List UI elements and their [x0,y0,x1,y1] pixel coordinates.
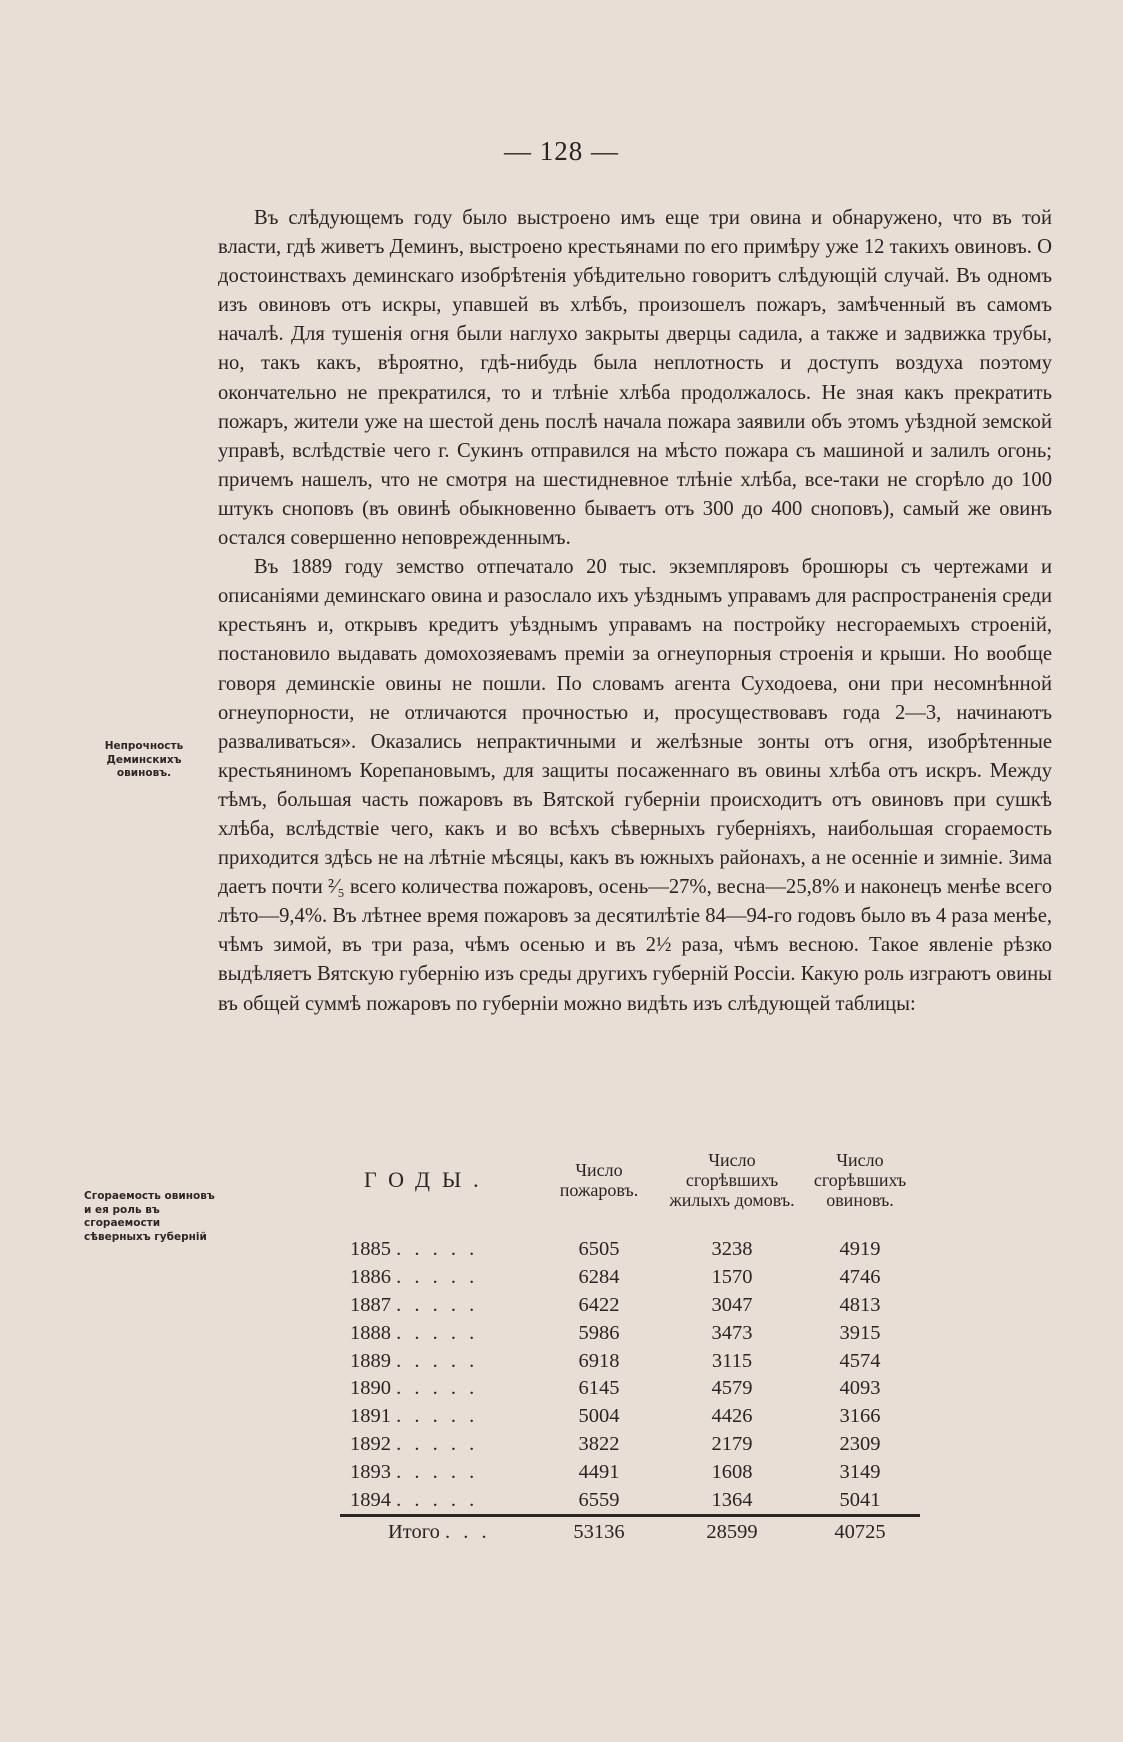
fires-cell: 6284 [578,1266,620,1289]
year-value: 1886 [350,1266,391,1289]
total-barns: 40725 [800,1515,920,1546]
table-row [340,1431,920,1459]
barns-cell: 3166 [839,1405,881,1428]
year-value: 1894 [350,1488,391,1511]
year-cell [340,1347,534,1375]
year-cell [340,1292,534,1320]
fires-cell: 3822 [578,1432,620,1455]
houses-cell: 3047 [711,1293,753,1316]
table-row [340,1458,920,1486]
header-houses: Число сгорѣвшихъ жилыхъ домовъ. [669,1150,795,1210]
leader-dots: . . . . . [396,1321,479,1344]
fires-cell: 5004 [578,1405,620,1428]
leader-dots: . . . [445,1521,491,1544]
houses-cell: 3473 [711,1321,753,1344]
header-fires: Число пожаровъ. [559,1160,639,1200]
barns-cell: 5041 [839,1488,881,1511]
year-cell [340,1403,534,1431]
fires-cell: 6422 [578,1293,620,1316]
header-years: ГОДЫ. [364,1167,491,1192]
year-cell [340,1431,534,1459]
year-value: 1885 [350,1238,391,1261]
paragraph-1: Въ слѣдующемъ году было выстроено имъ еще три овина и обнаружено, что въ той власти, гдѣ живетъ Деминъ, выстроено крестьянами по его примѣру уже 12 такихъ овиновъ. О достоинствахъ деминскаго изобрѣтенія убѣдительно говоритъ слѣдующій случай. Въ одномъ изъ овиновъ отъ искры, упавшей въ хлѣбъ, произошелъ пожаръ, замѣченный въ самомъ началѣ. Для тушенія огня были наглухо закрыты дверцы садила, а также и задвижка трубы, но, такъ какъ, вѣроятно, гдѣ-нибудь была неплотность и доступъ воздуха поэтому окончательно не прекратился, то и тлѣніе хлѣба продолжалось. Не зная какъ прекратить пожаръ, жители уже на шестой день послѣ начала пожара заявили объ этомъ уѣздной земской управѣ, вслѣдствіе чего г. Сукинъ отправился на мѣсто пожара съ машиной и залилъ огонь; причемъ нашелъ, что не смотря на шестидневное тлѣніе хлѣба, все-таки не сгорѣло до 100 штукъ сноповъ (въ овинѣ обыкновенно бываетъ отъ 300 до 400 сноповъ), самый же овинъ остался совершенно неповрежденнымъ. [218,207,1052,550]
table-row [340,1264,920,1292]
leader-dots: . . . . . [396,1460,479,1483]
leader-dots: . . . . . [396,1432,479,1455]
barns-cell: 4919 [839,1238,881,1261]
year-value: 1891 [350,1405,391,1428]
barns-cell: 3915 [839,1321,881,1344]
header-barns: Число сгорѣвшихъ овиновъ. [813,1150,907,1210]
barns-cell: 2309 [839,1432,881,1455]
year-cell [340,1486,534,1515]
year-value: 1888 [350,1321,391,1344]
year-value: 1890 [350,1377,391,1400]
table-row [340,1292,920,1320]
year-cell [340,1458,534,1486]
table-row [340,1486,920,1515]
houses-cell: 1608 [711,1460,753,1483]
total-row [340,1515,920,1546]
table-row [340,1375,920,1403]
main-text [218,204,1052,1019]
margin-note-1: Непрочность Деминскихъ овиновъ. [104,740,184,779]
total-label: Итого [388,1521,440,1544]
fires-cell: 6918 [578,1349,620,1372]
houses-cell: 1364 [711,1488,753,1511]
total-houses: 28599 [664,1515,800,1546]
fires-cell: 5986 [578,1321,620,1344]
year-value: 1889 [350,1349,391,1372]
leader-dots: . . . . . [396,1293,479,1316]
barns-cell: 4574 [839,1349,881,1372]
leader-dots: . . . . . [396,1349,479,1372]
houses-cell: 2179 [711,1432,753,1455]
leader-dots: . . . . . [396,1266,479,1289]
total-label-cell [340,1515,534,1546]
table-header-row [340,1150,920,1236]
fires-cell: 6145 [578,1377,620,1400]
year-cell [340,1264,534,1292]
year-value: 1893 [350,1460,391,1483]
total-fires: 53136 [534,1515,664,1546]
leader-dots: . . . . . [396,1377,479,1400]
fires-table [340,1150,920,1547]
fires-cell: 6559 [578,1488,620,1511]
barns-cell: 3149 [839,1460,881,1483]
year-value: 1892 [350,1432,391,1455]
fires-cell: 4491 [578,1460,620,1483]
table-row [340,1319,920,1347]
houses-cell: 1570 [711,1266,753,1289]
fires-cell: 6505 [578,1238,620,1261]
table-row [340,1403,920,1431]
year-value: 1887 [350,1293,391,1316]
leader-dots: . . . . . [396,1488,479,1511]
year-cell [340,1236,534,1264]
year-cell [340,1375,534,1403]
leader-dots: . . . . . [396,1238,479,1261]
paragraph-2: Въ 1889 году земство отпечатало 20 тыс. экземпляровъ брошюры съ чертежами и описаніями деминскаго овина и разослало ихъ уѣзднымъ управамъ для распространенія среди крестьянъ и, открывъ кредитъ уѣзднымъ управамъ на постройку несгораемыхъ строеній, постановило выдавать домохозяевамъ преміи за огнеупорныя строенія и крыши. Но вообще говоря деминскіе овины не пошли. По словамъ агента Суходоева, они при несомнѣнной огнеупорности, не отличаются прочностью и, просуществовавъ года 2—3, начинаютъ разваливаться». Оказались непрактичными и желѣзные зонты отъ огня, изобрѣтенные крестьяниномъ Корепановымъ, для защиты посаженнаго въ овины хлѣба отъ искръ. Между тѣмъ, большая часть пожаровъ въ Вятской губерніи происходитъ отъ овиновъ при сушкѣ хлѣба, вслѣдствіе чего, какъ и во всѣхъ сѣверныхъ губерніяхъ, наибольшая сгораемость приходится здѣсь не на лѣтніе мѣсяцы, какъ въ южныхъ районахъ, а не осенніе и зимніе. Зима даетъ почти ²⁄₅ всего количества пожаровъ, осень—27%, весна—25,8% и наконецъ менѣе всего лѣто—9,4%. Въ лѣтнее время пожаровъ за десятилѣтіе 84—94-го годовъ было въ 4 раза менѣе, чѣмъ зимой, въ три раза, чѣмъ осенью и въ 2½ раза, чѣмъ весною. Такое явленіе рѣзко выдѣляетъ Вятскую губернію изъ среды другихъ губерній Россіи. Какую роль изграютъ овины въ общей суммѣ пожаровъ по губерніи можно видѣть изъ слѣдующей таблицы: [218,556,1052,1015]
table-row [340,1347,920,1375]
table-row [340,1236,920,1264]
barns-cell: 4813 [839,1293,881,1316]
houses-cell: 3115 [711,1349,753,1372]
barns-cell: 4093 [839,1377,881,1400]
margin-note-2: Сгораемость овиновъ и ея роль въ сгораемости сѣверныхъ губерній [84,1190,215,1243]
table-body [340,1236,920,1547]
barns-cell: 4746 [839,1266,881,1289]
houses-cell: 4426 [711,1405,753,1428]
houses-cell: 3238 [711,1238,753,1261]
page-number: — 128 — [504,136,619,166]
year-cell [340,1319,534,1347]
leader-dots: . . . . . [396,1405,479,1428]
houses-cell: 4579 [711,1377,753,1400]
